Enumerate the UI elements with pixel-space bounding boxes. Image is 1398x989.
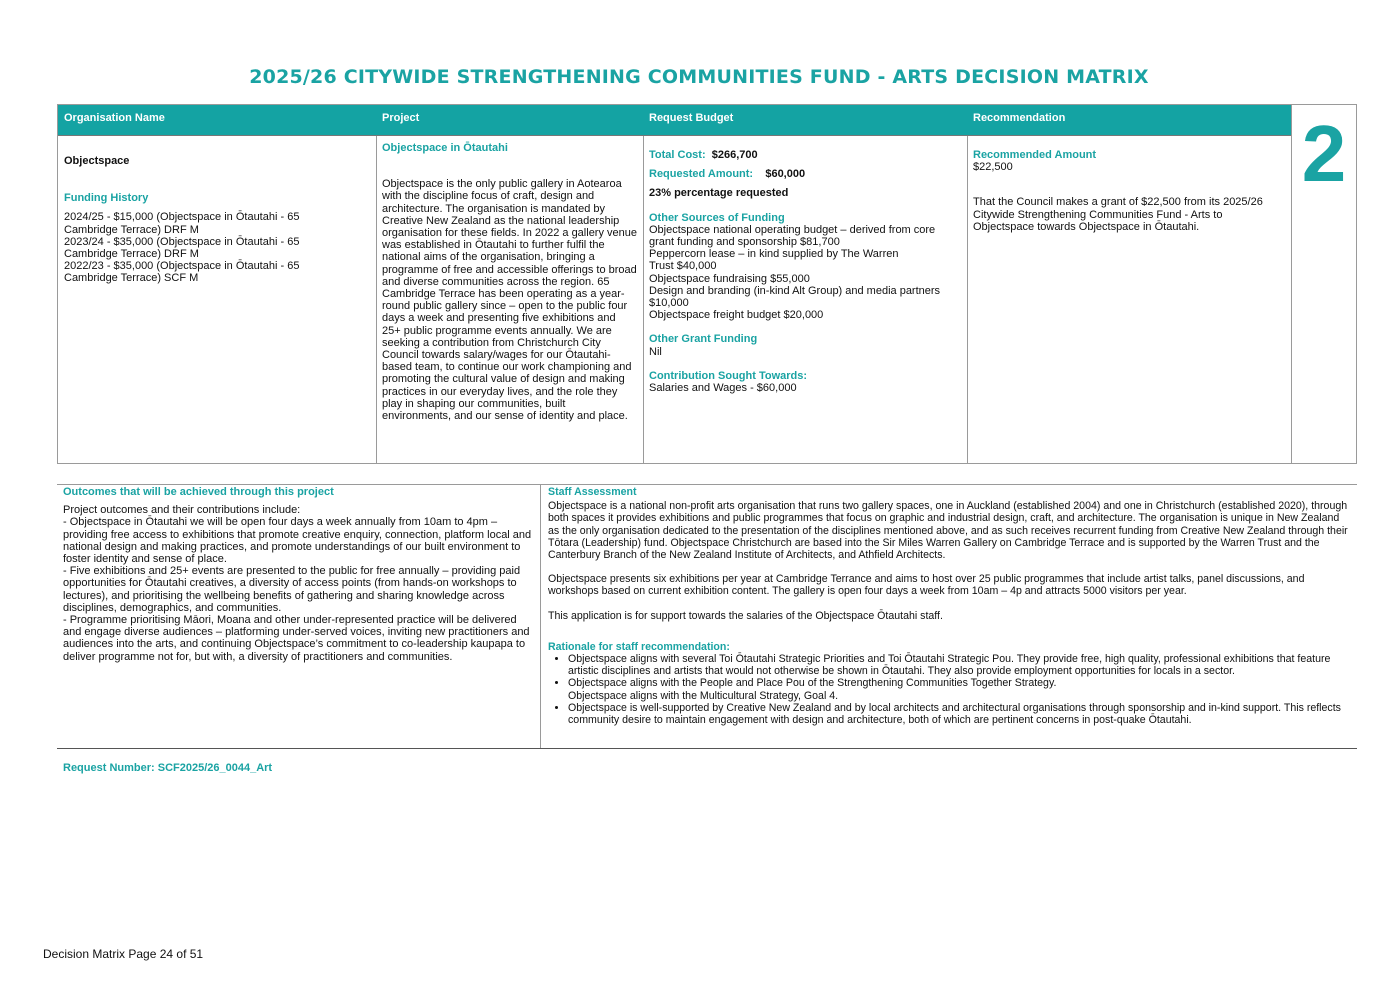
outcomes-line: - Five exhibitions and 25+ events are presented to the public for free annually – providing paid opportunities for Ōtautahi creatives, a diversity of access points (from hands-on workshops to lectures), and prioritising the wellbeing benefits of gathering and sharing knowledge across disciplines, demographics, and communities. [63, 565, 521, 614]
header-organisation: Organisation Name [58, 105, 376, 136]
other-grant-value: Nil [649, 345, 662, 358]
outcomes-panel [57, 485, 541, 748]
page-footer: Decision Matrix Page 24 of 51 [43, 947, 204, 961]
budget-column [643, 105, 968, 463]
other-source-item: Objectspace freight budget $20,000 [649, 309, 824, 322]
header-project: Project [376, 105, 643, 136]
outcomes-line: Project outcomes and their contributions include: [63, 504, 301, 517]
other-grant-label: Other Grant Funding [649, 333, 758, 346]
org-column [58, 105, 377, 463]
outcomes-line: - Programme prioritising Māori, Moana and other under-represented practice will be delivered and engage diverse audiences – platforming under-served voices, inviting new practitioners and audiences into the arts, and continuing Objectspace’s commitment to co-leadership kaupapa to deliver programme not for, but with, a diversity of practitioners and communities. [63, 614, 530, 663]
other-source-item: Objectspace fundraising $55,000 [649, 272, 810, 285]
funding-history-label: Funding History [64, 192, 149, 205]
staff-assessment-label: Staff Assessment [548, 486, 637, 498]
rationale-label: Rationale for staff recommendation: [548, 640, 730, 653]
priority-column [1291, 105, 1357, 463]
rationale-text: Objectspace aligns with the Multicultural Strategy, Goal 4. [568, 689, 839, 702]
requested-amount-label: Requested Amount: [649, 168, 754, 181]
priority-number: 2 [1301, 109, 1347, 198]
staff-paragraph: This application is for support towards the salaries of the Objectspace Ōtautahi staff. [548, 609, 943, 622]
recommended-amount-value: $22,500 [973, 161, 1013, 174]
project-name: Objectspace in Ōtautahi [382, 142, 508, 154]
organisation-name: Objectspace [64, 155, 130, 167]
project-description: Objectspace is the only public gallery in Aotearoa with the discipline focus of craft, design and architecture. The organisation is mandated by Creative New Zealand as the national leadership organisation for these fields. In 2022 a gallery venue was established in Ōtautahi to further fulfil the national aims of the organisation, bringing a programme of free and accessible offerings to broad and diverse communities across the region. 65 Cambridge Terrace has been operating as a year-round public gallery since – open to the public four days a week and presenting five exhibitions and 25+ public programme events annually. We are seeking a contribution from Christchurch City Council towards salary/wages for our Ōtautahi-based team, to continue our work championing and promoting the cultural value of design and making practices in our everyday lives, and the role they play in shaping our communities, built environments, and our sense of identity and place. [382, 178, 637, 423]
rationale-item [568, 677, 1351, 701]
percentage-requested: 23% percentage requested [649, 187, 789, 200]
funding-history-item: 2022/23 - $35,000 (Objectspace in Ōtautahi - 65 Cambridge Terrace) SCF M [64, 260, 300, 285]
contribution-label: Contribution Sought Towards: [649, 369, 808, 382]
total-cost-label: Total Cost: [649, 149, 706, 161]
page-title: 2025/26 CITYWIDE STRENGTHENING COMMUNITIES FUND - ARTS DECISION MATRIX [249, 66, 1149, 88]
staff-paragraph: Objectspace is a national non-profit arts organisation that runs two gallery spaces, one in Auckland (established 2004) and one in Christchurch (established 2020), through both spaces it provides exhibitions and public programmes that focus on graphic and industrial design, craft, and architecture. The organisation is unique in New Zealand as the only organisation dedicated to the presentation of the disciplines mentioned above, and as such receives recurrent funding from Creative New Zealand through their Tōtara (Leadership) fund. Objectspace Christchurch are based into the Sir Miles Warren Gallery on Cambridge Terrace and is supported by the Warren Trust and the Canterbury Branch of the New Zealand Institute of Architects, and Athfield Architects. [548, 500, 1348, 562]
funding-history-item: 2023/24 - $35,000 (Objectspace in Ōtautahi - 65 Cambridge Terrace) DRF M [64, 235, 300, 261]
contribution-value: Salaries and Wages - $60,000 [649, 382, 797, 395]
rationale-item: • Objectspace aligns with several Toi Ōtautahi Strategic Priorities and Toi Ōtautahi Strategic Pou. They provide free, high quality, professional exhibitions that feature artistic disciplines and artists that would not otherwise be shown in Ōtautahi. They also provide employment opportunities for locals in a sector. [568, 653, 1351, 677]
recommendation-column [967, 105, 1292, 463]
assessment-section [57, 484, 1357, 749]
rationale-text: Objectspace aligns with the People and Place Pou of the Strengthening Communities Together Strategy. [568, 677, 1057, 690]
requested-amount-value: $60,000 [765, 168, 806, 181]
outcomes-line: - Objectspace in Ōtautahi we will be open four days a week annually from 10am to 4pm – providing free access to exhibitions that promote creative enquiry, connection, platform local and national design and making practices, and promote understandings of our built environment to foster identity and sense of place. [63, 516, 532, 566]
recommended-amount-label: Recommended Amount [973, 149, 1097, 161]
recommendation-text: That the Council makes a grant of $22,500 from its 2025/26 Citywide Strengthening Communities Fund - Arts to Objectspace towards Objectspace in Ōtautahi. [973, 196, 1263, 233]
rationale-list [548, 653, 1351, 726]
header-recommendation: Recommendation [967, 105, 1291, 136]
outcomes-label: Outcomes that will be achieved through this project [63, 486, 334, 498]
staff-paragraph: Objectspace presents six exhibitions per year at Cambridge Terrance and aims to host over 25 public programmes that include artist talks, panel discussions, and workshops based on current exhibition content. The gallery is open four days a week from 10am – 4p and attracts 5000 visitors per year. [548, 573, 1305, 598]
other-source-item: Peppercorn lease – in kind supplied by The Warren Trust $40,000 [649, 248, 899, 273]
funding-history-item: 2024/25 - $15,000 (Objectspace in Ōtautahi - 65 Cambridge Terrace) DRF M [64, 211, 300, 236]
request-number: Request Number: SCF2025/26_0044_Art [63, 762, 273, 774]
decision-matrix-table [57, 104, 1357, 464]
header-budget: Request Budget [643, 105, 967, 136]
total-cost-value: $266,700 [711, 149, 758, 161]
other-source-item: Design and branding (in-kind Alt Group) and media partners $10,000 [649, 284, 941, 310]
rationale-item: • Objectspace is well-supported by Creative New Zealand and by local architects and architectural organisations through sponsorship and in-kind support. This reflects community desire to maintain engagement with design and architecture, both of which are pertinent concerns in post-quake Ōtautahi. [568, 702, 1351, 726]
staff-assessment-panel [542, 485, 1357, 748]
other-sources-label: Other Sources of Funding [649, 211, 785, 224]
project-column [376, 105, 644, 463]
other-source-item: Objectspace national operating budget – derived from core grant funding and sponsorship $81,700 [649, 223, 936, 249]
